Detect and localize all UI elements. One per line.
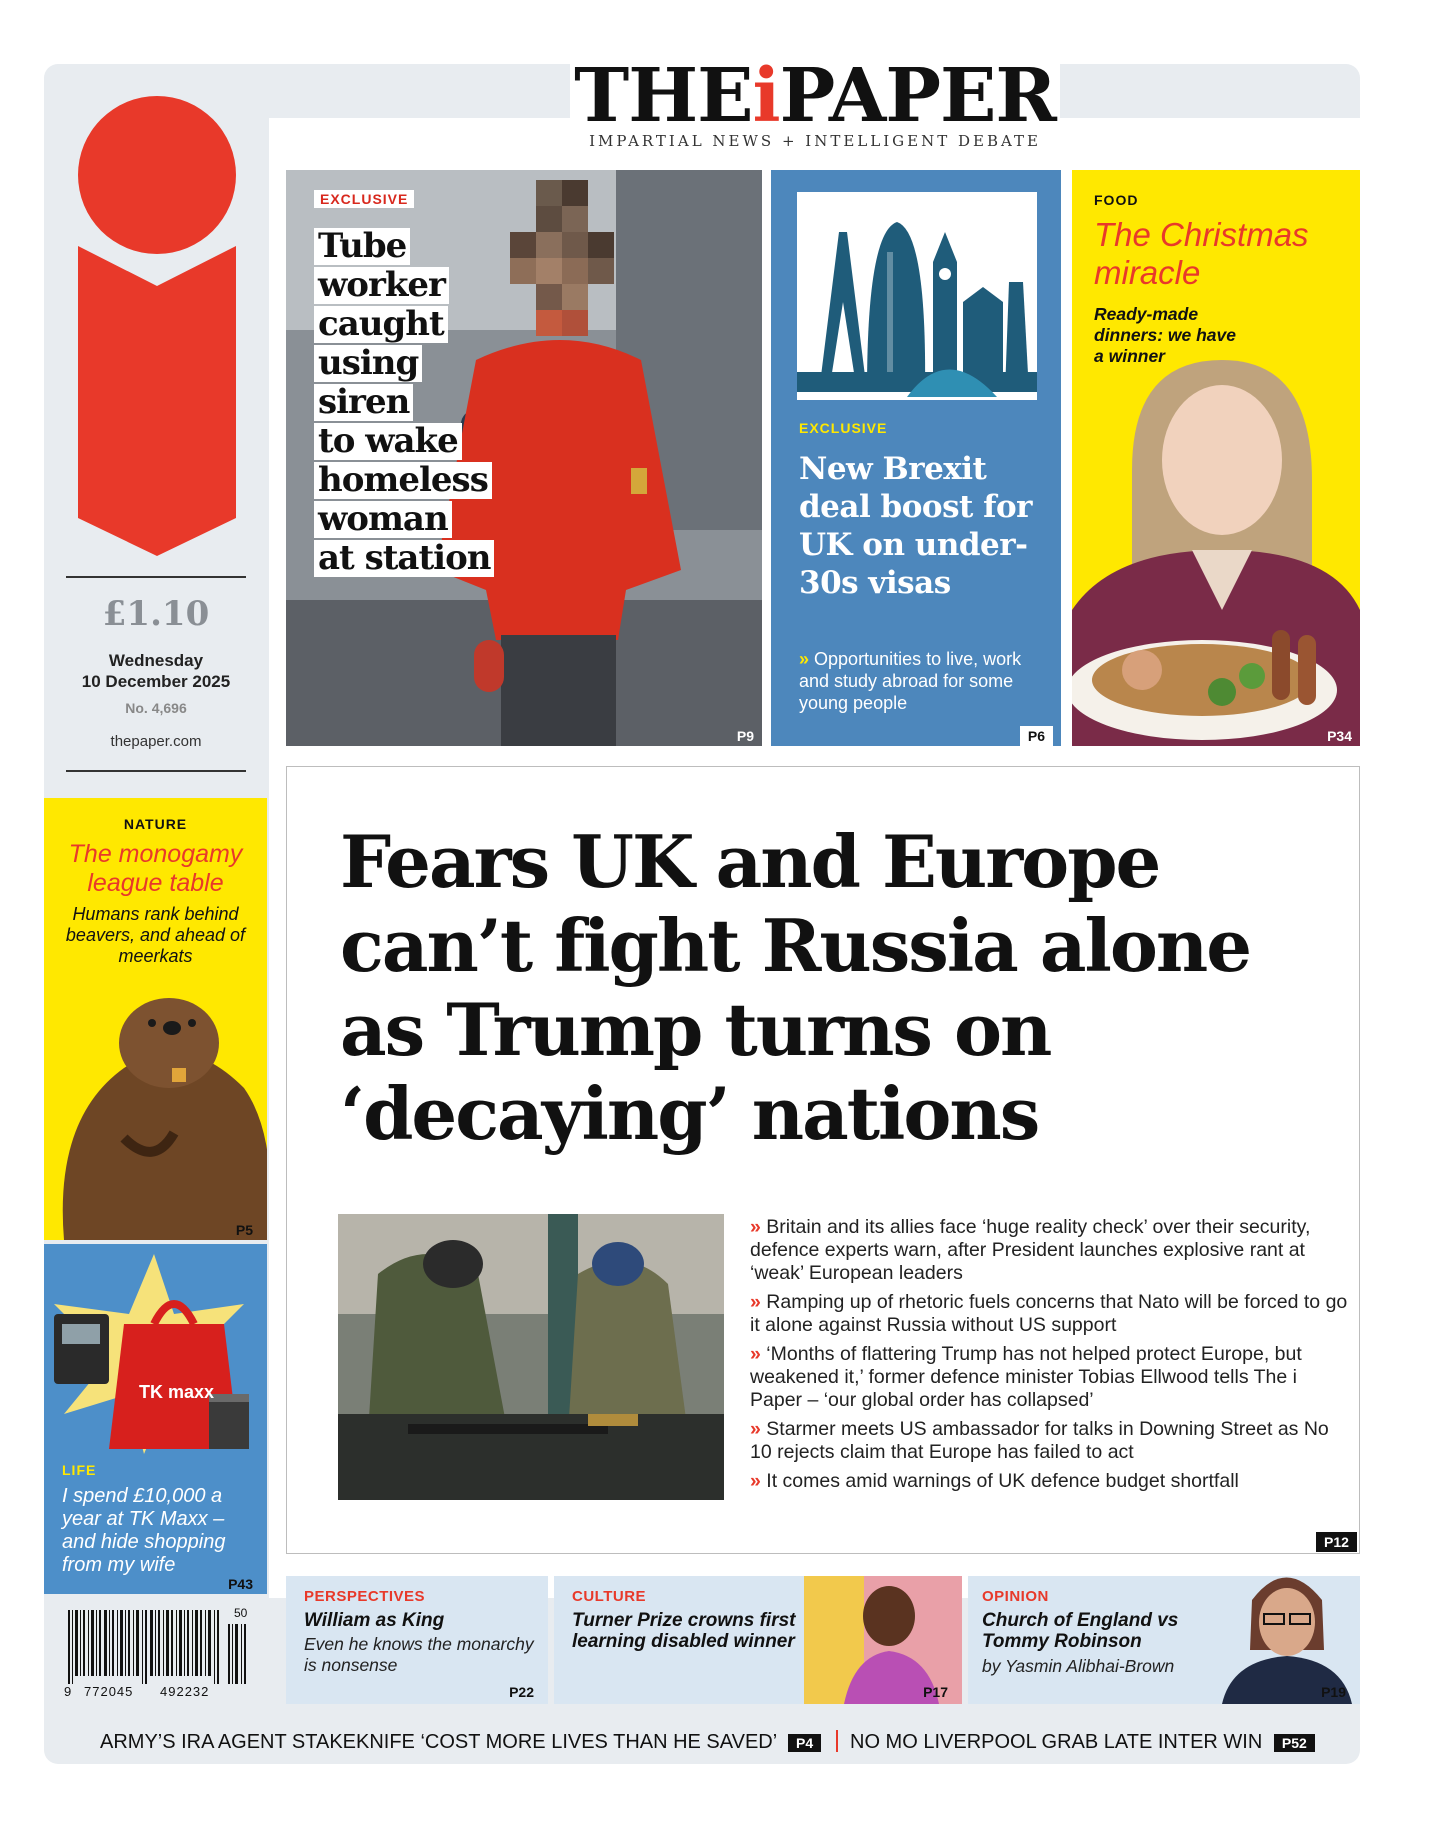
opinion-byline: by Yasmin Alibhai-Brown	[982, 1656, 1175, 1676]
beaver-photo	[44, 968, 267, 1240]
tube-page-tag: P9	[736, 728, 754, 744]
european-landmarks-illustration	[797, 192, 1037, 400]
info-bottom-rule	[66, 770, 246, 772]
main-bullet	[750, 1343, 1350, 1412]
ticker-page-tag: P4	[788, 1734, 821, 1752]
cover-price: £1.10	[102, 594, 210, 634]
tk-maxx-bag-label: TK maxx	[139, 1382, 215, 1402]
tube-headline-line: woman	[314, 501, 452, 538]
website-link[interactable]: thepaper.com	[110, 733, 202, 750]
nature-page-tag: P5	[235, 1222, 253, 1238]
bullet-mark: »	[750, 1216, 761, 1238]
main-bullet	[750, 1291, 1350, 1337]
issue-day: Wednesday	[108, 651, 204, 670]
woman-with-dinner-photo	[1072, 320, 1360, 746]
bullet-text: It comes amid warnings of UK defence budget shortfall	[766, 1470, 1239, 1492]
main-headline[interactable]: Fears UK and Europe can’t fight Russia alone as Trump turns on ‘decaying’ nations	[340, 819, 1251, 1156]
nature-kicker: NATURE	[123, 816, 188, 832]
nature-story-panel[interactable]	[44, 798, 267, 1240]
barcode-digits-2: 492232	[160, 1684, 210, 1699]
culture-page-tag: P17	[923, 1684, 948, 1700]
brexit-standfirst	[799, 648, 1049, 714]
food-page-tag: P34	[1327, 728, 1352, 744]
issue-date: 10 December 2025	[81, 672, 231, 691]
barcode	[64, 1606, 250, 1700]
ticker-divider	[836, 1730, 838, 1752]
barcode-issue-code: 50	[234, 1606, 248, 1620]
masthead-paper: PAPER	[779, 53, 1056, 139]
soldiers-photo	[338, 1214, 724, 1500]
masthead-the: THE	[574, 53, 753, 139]
info-top-rule	[66, 576, 246, 578]
bullet-text: ‘Months of flattering Trump has not helped protect Europe, but weakened it,’ former defence minister Tobias Ellwood tells The i Paper – ‘our global order has collapsed’	[750, 1343, 1302, 1411]
ticker-item-text: NO MO LIVERPOOL GRAB LATE INTER WIN	[850, 1731, 1263, 1753]
tube-headline-line: worker	[314, 267, 449, 304]
i-logo-dot	[78, 96, 236, 254]
opinion-kicker: OPINION	[982, 1588, 1049, 1605]
life-page-tag: P43	[228, 1576, 253, 1592]
main-bullets	[750, 1216, 1350, 1499]
tube-headline-line: homeless	[314, 462, 492, 499]
opinion-title: Church of England vs Tommy Robinson	[982, 1610, 1179, 1652]
barcode-digits-1: 772045	[84, 1684, 134, 1699]
tube-headline-line: using	[314, 345, 422, 382]
perspectives-kicker: PERSPECTIVES	[304, 1588, 426, 1605]
ticker-item-text: ARMY’S IRA AGENT STAKEKNIFE ‘COST MORE LIVES THAN HE SAVED’	[100, 1731, 777, 1753]
standfirst-mark: »	[799, 649, 810, 669]
nature-title[interactable]: The monogamy league table	[68, 840, 243, 897]
main-bullet	[750, 1216, 1350, 1285]
masthead-i-logo: i	[752, 53, 780, 139]
life-title[interactable]: I spend £10,000 a year at TK Maxx – and hide shopping from my wife	[62, 1485, 226, 1576]
bullet-mark: »	[750, 1343, 761, 1365]
bullet-mark: »	[750, 1291, 761, 1313]
bullet-text: Starmer meets US ambassador for talks in Downing Street as No 10 rejects claim that Europe has failed to act	[750, 1418, 1329, 1463]
culture-title: Turner Prize crowns first learning disabled winner	[572, 1610, 796, 1652]
brexit-standfirst-text: Opportunities to live, work and study abroad for some young people	[799, 649, 1022, 713]
i-logo-stem	[78, 246, 236, 556]
issue-number: No. 4,696	[125, 700, 187, 716]
bullet-text: Britain and its allies face ‘huge reality check’ over their security, defence experts warn, after President launches explosive rant at ‘weak’ European leaders	[750, 1216, 1311, 1284]
food-kicker: FOOD	[1094, 192, 1139, 208]
brexit-page-tag: P6	[1020, 726, 1053, 746]
bottom-ticker	[44, 1720, 1360, 1764]
food-story-panel[interactable]	[1072, 170, 1360, 746]
bullet-text: Ramping up of rhetoric fuels concerns that Nato will be forced to go it alone against Russia without US support	[750, 1291, 1348, 1336]
tube-headline-line: caught	[314, 306, 448, 343]
tube-headline[interactable]	[314, 228, 554, 579]
food-title[interactable]: The Christmas miracle	[1094, 216, 1309, 291]
bullet-mark: »	[750, 1470, 761, 1492]
culture-kicker: CULTURE	[572, 1588, 647, 1605]
brexit-story-panel[interactable]	[771, 170, 1061, 746]
tk-maxx-bag-illustration	[44, 1244, 267, 1454]
culture-panel[interactable]	[554, 1576, 962, 1704]
tube-headline-line: at station	[314, 540, 494, 577]
food-subtitle: Ready-made dinners: we have a winner	[1094, 304, 1236, 366]
brexit-headline[interactable]: New Brexit deal boost for UK on under-30s visas	[799, 451, 1032, 601]
tube-headline-line: Tube	[314, 228, 410, 265]
tube-headline-line: siren	[314, 384, 413, 421]
perspectives-subtitle: Even he knows the monarchy is nonsense	[304, 1634, 534, 1675]
masthead-tagline: IMPARTIAL NEWS + INTELLIGENT DEBATE	[589, 132, 1041, 150]
brexit-kicker: EXCLUSIVE	[799, 420, 888, 436]
tube-kicker: EXCLUSIVE	[314, 190, 414, 208]
opinion-page-tag: P19	[1321, 1684, 1346, 1700]
masthead-title[interactable]	[570, 52, 1060, 141]
life-kicker: LIFE	[62, 1462, 97, 1478]
main-page-tag: P12	[1316, 1532, 1357, 1552]
opinion-panel[interactable]	[968, 1576, 1360, 1704]
ticker-item[interactable]	[100, 1731, 821, 1754]
life-story-panel[interactable]	[44, 1244, 267, 1594]
perspectives-panel[interactable]	[286, 1576, 548, 1704]
ticker-page-tag: P52	[1274, 1734, 1315, 1752]
barcode-bars	[64, 1610, 250, 1684]
tube-headline-line: to wake	[314, 423, 462, 460]
main-bullet	[750, 1418, 1350, 1464]
ticker-item[interactable]	[850, 1731, 1315, 1754]
main-bullet	[750, 1470, 1350, 1493]
perspectives-page-tag: P22	[509, 1684, 534, 1700]
barcode-digit: 9	[64, 1684, 72, 1699]
tube-story-panel[interactable]	[286, 170, 762, 746]
perspectives-title: William as King	[304, 1610, 445, 1631]
nature-subtitle: Humans rank behind beavers, and ahead of meerkats	[65, 904, 246, 966]
bullet-mark: »	[750, 1418, 761, 1440]
